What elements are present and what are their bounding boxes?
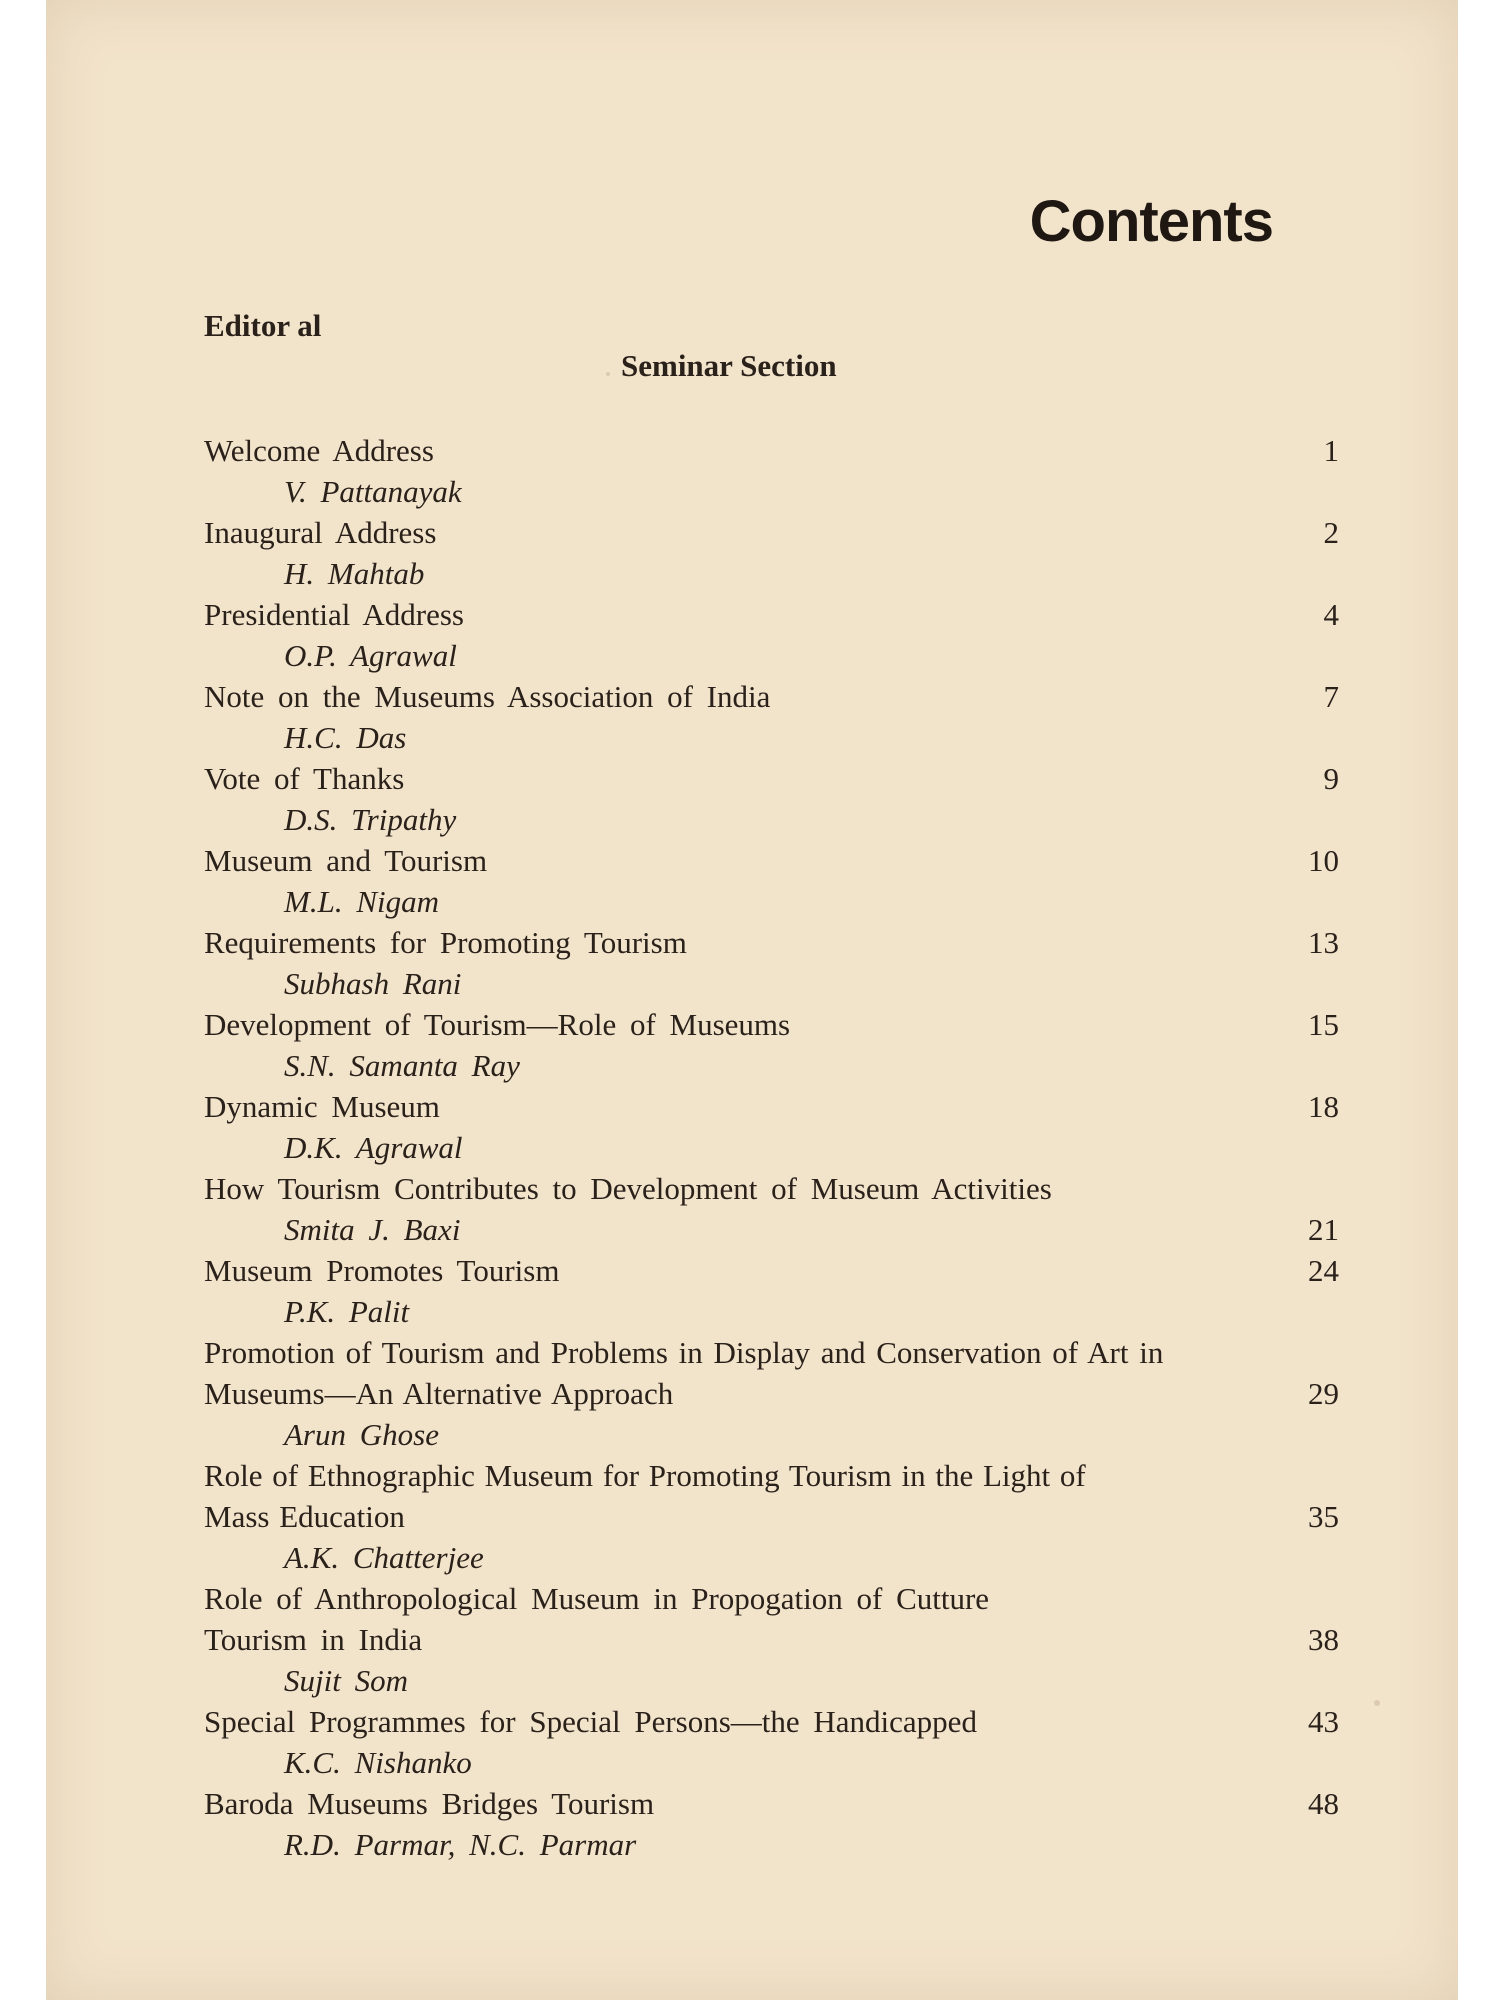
toc-entry-title: How Tourism Contributes to Development of Museum Activities — [204, 1171, 1052, 1206]
toc-entry — [204, 430, 1339, 512]
toc-entry-title: Note on the Museums Association of India — [204, 679, 771, 714]
toc-entry-title: Vote of Thanks — [204, 761, 405, 796]
toc-entry-author: D.S. Tripathy — [284, 802, 457, 837]
toc-entry — [204, 1332, 1339, 1455]
toc-entry-author: P.K. Palit — [284, 1294, 410, 1329]
ink-speck — [606, 372, 610, 376]
toc-entry-author: A.K. Chatterjee — [284, 1540, 484, 1575]
toc-page-number: 10 — [1308, 843, 1339, 878]
toc-page-number: 7 — [1323, 679, 1339, 714]
toc-entry-title: Special Programmes for Special Persons—the Handicapped — [204, 1704, 977, 1739]
toc-page-number: 38 — [1308, 1622, 1339, 1657]
toc-entry-title: Role of Ethnographic Museum for Promoting Tourism in the Light of Mass Education — [204, 1458, 1086, 1534]
toc-entry-author: Arun Ghose — [284, 1417, 439, 1452]
toc-entry-title: Welcome Address — [204, 433, 434, 468]
toc-page-number: 24 — [1308, 1253, 1339, 1288]
toc-entry — [204, 1455, 1339, 1578]
toc-entry-author: O.P. Agrawal — [284, 638, 457, 673]
ink-speck — [1374, 1700, 1380, 1706]
toc-entry-author: H. Mahtab — [284, 556, 425, 591]
toc-page-number: 21 — [1308, 1212, 1339, 1247]
toc-entry — [204, 676, 1339, 758]
toc-entry-author: R.D. Parmar, N.C. Parmar — [284, 1827, 637, 1862]
toc-page-number: 18 — [1308, 1089, 1339, 1124]
toc-entry — [204, 594, 1339, 676]
toc-entry — [204, 840, 1339, 922]
toc-page-number: 4 — [1323, 597, 1339, 632]
toc-page-number: 43 — [1308, 1704, 1339, 1739]
toc-page-number: 1 — [1323, 433, 1339, 468]
toc-entry-title: Museum Promotes Tourism — [204, 1253, 560, 1288]
toc-entry-title: Dynamic Museum — [204, 1089, 440, 1124]
toc-page-number: 35 — [1308, 1499, 1339, 1534]
page-title: Contents — [1029, 189, 1273, 254]
toc-entry — [204, 1004, 1339, 1086]
toc-entry-author: Smita J. Baxi — [284, 1212, 461, 1247]
toc-entry — [204, 1168, 1339, 1250]
toc-entry-author: Subhash Rani — [284, 966, 462, 1001]
toc-entry — [204, 922, 1339, 1004]
toc-entry-title: Promotion of Tourism and Problems in Display and Conservation of Art in Museums—An Alternative Approach — [204, 1335, 1164, 1411]
toc-entry-author: D.K. Agrawal — [284, 1130, 463, 1165]
table-of-contents — [204, 430, 1339, 1865]
toc-entry-title: Role of Anthropological Museum in Propogation of Cutture Tourism in India — [204, 1581, 990, 1657]
toc-entry-author: H.C. Das — [284, 720, 407, 755]
toc-page-number: 15 — [1308, 1007, 1339, 1042]
toc-entry-author: M.L. Nigam — [284, 884, 439, 919]
toc-entry-title: Requirements for Promoting Tourism — [204, 925, 687, 960]
toc-entry-author: S.N. Samanta Ray — [284, 1048, 520, 1083]
toc-entry — [204, 1086, 1339, 1168]
toc-entry-title: Development of Tourism—Role of Museums — [204, 1007, 791, 1042]
toc-page-number: 9 — [1323, 761, 1339, 796]
toc-entry-author: Sujit Som — [284, 1663, 408, 1698]
toc-entry-author: V. Pattanayak — [284, 474, 462, 509]
toc-entry-title: Baroda Museums Bridges Tourism — [204, 1786, 655, 1821]
section-heading: Seminar Section — [621, 348, 837, 383]
toc-page-number: 48 — [1308, 1786, 1339, 1821]
toc-page-number: 13 — [1308, 925, 1339, 960]
toc-entry-author: K.C. Nishanko — [284, 1745, 472, 1780]
toc-entry-title: Museum and Tourism — [204, 843, 488, 878]
toc-entry — [204, 1250, 1339, 1332]
editorial-heading: Editor al — [204, 308, 322, 343]
document-page — [46, 0, 1458, 2000]
toc-entry-title: Inaugural Address — [204, 515, 437, 550]
toc-page-number: 29 — [1308, 1376, 1339, 1411]
toc-entry — [204, 1701, 1339, 1783]
toc-entry-title: Presidential Address — [204, 597, 464, 632]
toc-entry — [204, 512, 1339, 594]
toc-entry — [204, 1783, 1339, 1865]
toc-entry — [204, 1578, 1339, 1701]
toc-entry — [204, 758, 1339, 840]
toc-page-number: 2 — [1323, 515, 1339, 550]
